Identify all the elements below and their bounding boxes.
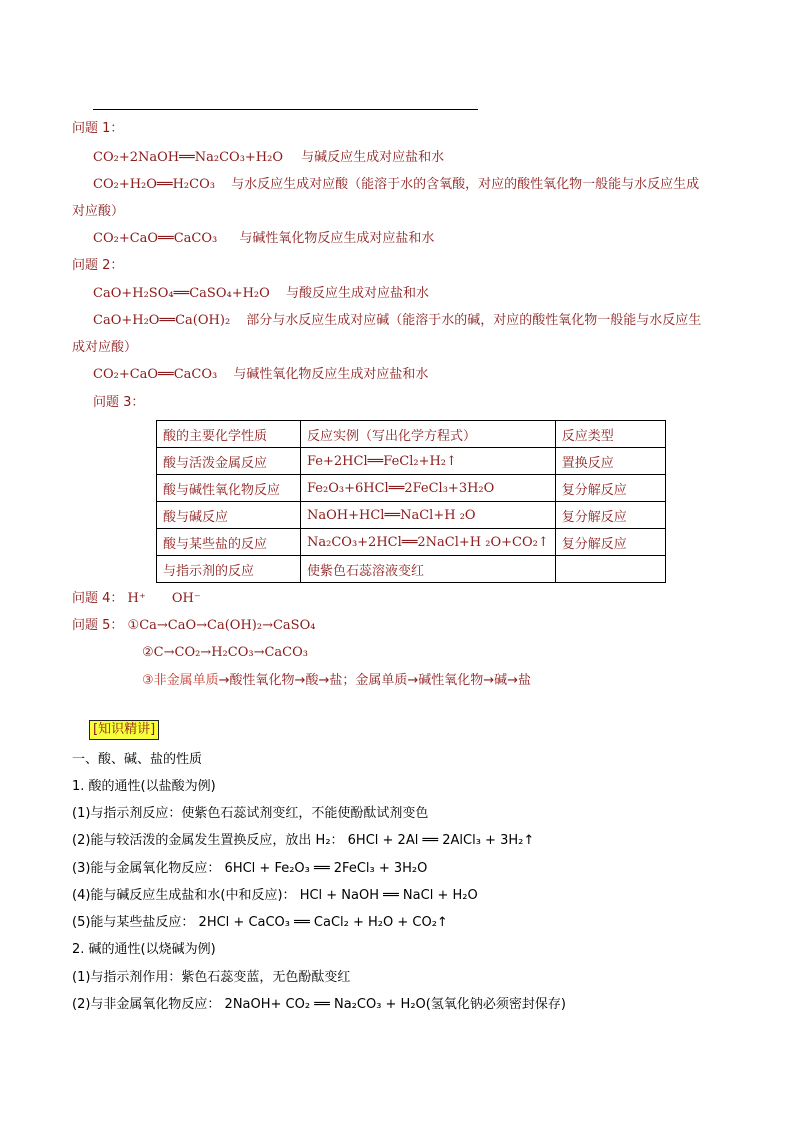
table-cell: Fe+2HCl══FeCl₂+H₂↑ bbox=[301, 448, 556, 475]
table-cell: 酸与碱性氧化物反应 bbox=[157, 475, 301, 502]
table-cell: NaOH+HCl══NaCl+H ₂O bbox=[301, 502, 556, 529]
equation: CO₂+CaO══CaCO₃ bbox=[93, 367, 218, 382]
knowledge-tag: [知识精讲] bbox=[89, 720, 159, 740]
table-cell: 酸与活泼金属反应 bbox=[157, 448, 301, 475]
table-row bbox=[157, 529, 666, 556]
q1-line-3 bbox=[93, 231, 434, 247]
table-cell: Na₂CO₃+2HCl══2NaCl+H ₂O+CO₂↑ bbox=[301, 529, 556, 556]
chain-3-rest: →酸性氧化物→酸→盐；金属单质→碱性氧化物→碱→盐 bbox=[218, 673, 532, 688]
table-cell: 酸与某些盐的反应 bbox=[157, 529, 301, 556]
q2-line-1 bbox=[93, 286, 429, 302]
table-cell: 酸与碱反应 bbox=[157, 502, 301, 529]
q2-line-3 bbox=[93, 367, 428, 383]
equation: CaO+H₂O══Ca(OH)₂ bbox=[93, 313, 231, 328]
acid-item: (1)与指示剂反应：使紫色石蕊试剂变红，不能使酚酞试剂变色 bbox=[72, 806, 429, 821]
description: 与碱性氧化物反应生成对应盐和水 bbox=[239, 231, 435, 246]
q4-line bbox=[72, 591, 201, 607]
base-item: (1)与指示剂作用：紫色石蕊变蓝，无色酚酞变红 bbox=[72, 970, 351, 985]
section-heading: 一、酸、碱、盐的性质 bbox=[72, 752, 203, 767]
base-properties-title: 2. 碱的通性(以烧碱为例) bbox=[72, 942, 216, 957]
description: 与酸反应生成对应盐和水 bbox=[285, 286, 429, 301]
table-row bbox=[157, 556, 666, 583]
acid-properties-table bbox=[156, 420, 666, 583]
description: 与水反应生成对应酸（能溶于水的含氧酸，对应的酸性氧化物一般能与水反应生成 bbox=[231, 177, 700, 192]
table-cell: 复分解反应 bbox=[555, 475, 665, 502]
table-header-row bbox=[157, 421, 666, 448]
hydroxide-ion: OH⁻ bbox=[171, 591, 201, 606]
q5-line-1 bbox=[72, 618, 315, 634]
q5-chain-2: ②C→CO₂→H₂CO₃→CaCO₃ bbox=[142, 645, 308, 660]
table-header-cell: 反应类型 bbox=[555, 421, 665, 448]
description: 部分与水反应生成对应碱（能溶于水的碱，对应的酸性氧化物一般能与水反应生 bbox=[246, 313, 702, 328]
description: 与碱性氧化物反应生成对应盐和水 bbox=[233, 367, 429, 382]
hydrogen-ion: H⁺ bbox=[127, 591, 146, 606]
chain-1: ①Ca→CaO→Ca(OH)₂→CaSO₄ bbox=[127, 618, 316, 633]
table-cell: Fe₂O₃+6HCl══2FeCl₃+3H₂O bbox=[301, 475, 556, 502]
q2-line-2 bbox=[93, 313, 701, 329]
table-row bbox=[157, 502, 666, 529]
q1-line-2-cont: 对应酸） bbox=[72, 204, 125, 219]
equation: CO₂+H₂O══H₂CO₃ bbox=[93, 177, 215, 192]
base-item: (2)与非金属氧化物反应： 2NaOH+ CO₂ ══ Na₂CO₃ + H₂O(氢氧化钠必须密封保存) bbox=[72, 997, 566, 1012]
table-cell: 置换反应 bbox=[555, 448, 665, 475]
equation: CO₂+CaO══CaCO₃ bbox=[93, 231, 218, 246]
table-cell bbox=[555, 556, 665, 583]
acid-item: (3)能与金属氧化物反应： 6HCl + Fe₂O₃ ══ 2FeCl₃ + 3H₂O bbox=[72, 861, 428, 876]
q2-line-2-cont: 成对应酸） bbox=[72, 340, 138, 355]
table-cell: 使紫色石蕊溶液变红 bbox=[301, 556, 556, 583]
q3-label: 问题 3： bbox=[93, 395, 145, 410]
q1-line-1 bbox=[93, 150, 444, 166]
q1-label: 问题 1： bbox=[72, 121, 124, 136]
acid-item: (2)能与较活泼的金属发生置换反应，放出 H₂： 6HCl + 2Al ══ 2AlCl₃ + 3H₂↑ bbox=[72, 833, 535, 848]
q4-label: 问题 4： bbox=[72, 591, 124, 606]
table-row bbox=[157, 475, 666, 502]
q5-label: 问题 5： bbox=[72, 618, 124, 633]
q5-line-3 bbox=[142, 673, 531, 689]
table-header-cell: 反应实例（写出化学方程式） bbox=[301, 421, 556, 448]
acid-item: (4)能与碱反应生成盐和水(中和反应)： HCl + NaOH ══ NaCl + H₂O bbox=[72, 888, 478, 903]
header-rule bbox=[93, 109, 478, 110]
q1-line-2 bbox=[93, 177, 699, 193]
acid-properties-title: 1. 酸的通性(以盐酸为例) bbox=[72, 779, 216, 794]
equation: CO₂+2NaOH══Na₂CO₃+H₂O bbox=[93, 150, 284, 165]
acid-item: (5)能与某些盐反应： 2HCl + CaCO₃ ══ CaCl₂ + H₂O + CO₂↑ bbox=[72, 915, 448, 930]
q2-label: 问题 2： bbox=[72, 258, 124, 273]
table-row bbox=[157, 448, 666, 475]
table-header-cell: 酸的主要化学性质 bbox=[157, 421, 301, 448]
table-cell: 与指示剂的反应 bbox=[157, 556, 301, 583]
chain-3-start: ③非金属单质 bbox=[142, 673, 219, 688]
table-cell: 复分解反应 bbox=[555, 529, 665, 556]
equation: CaO+H₂SO₄══CaSO₄+H₂O bbox=[93, 286, 270, 301]
description: 与碱反应生成对应盐和水 bbox=[301, 150, 445, 165]
table-cell: 复分解反应 bbox=[555, 502, 665, 529]
